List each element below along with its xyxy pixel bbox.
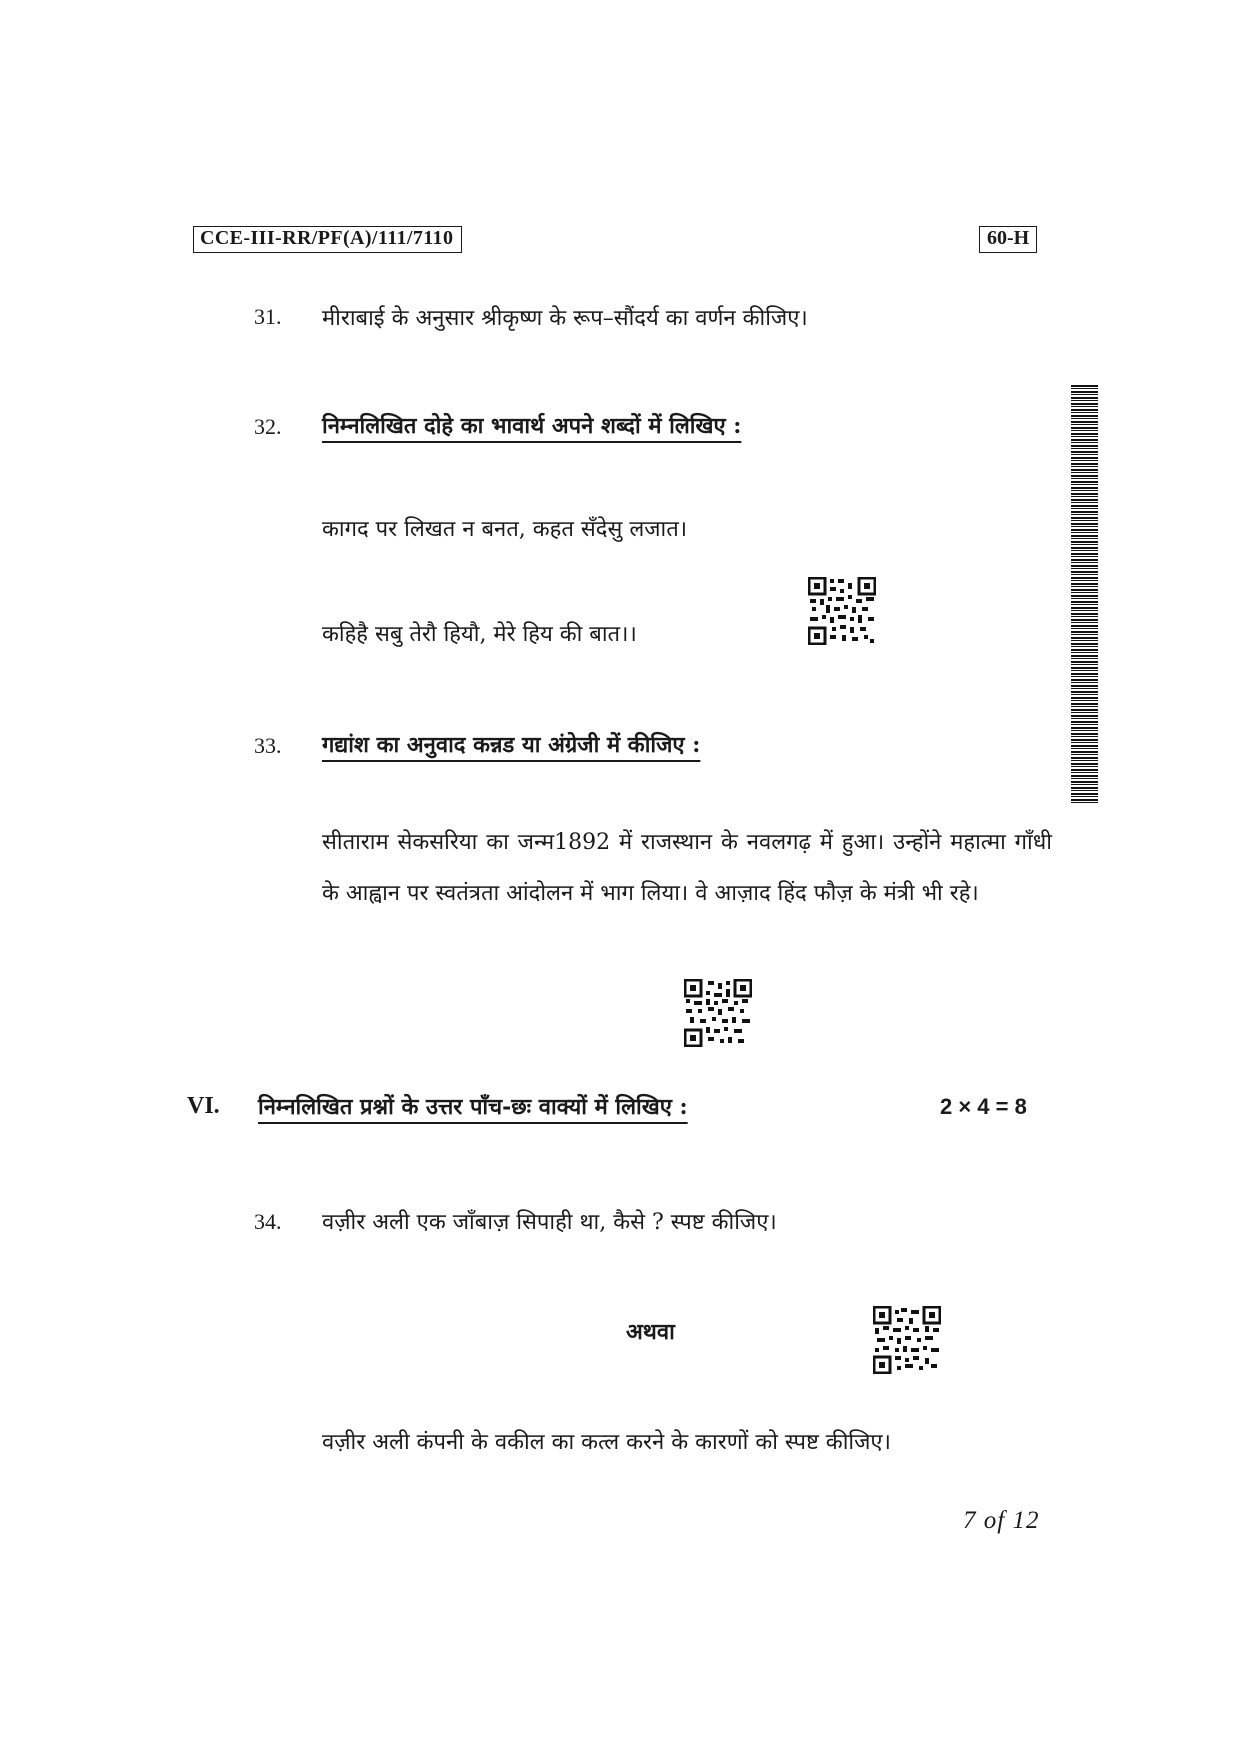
qr-code-icon bbox=[808, 577, 876, 645]
question-34-number: 34. bbox=[254, 1209, 282, 1234]
doha-line-1: कागद पर लिखत न बनत, कहत सँदेसु लजात। bbox=[322, 517, 688, 542]
translation-passage: सीताराम सेकसरिया का जन्म1892 में राजस्थान के नवलगढ़ में हुआ। उन्होंने महात्मा गाँधी के आह्वान पर स्वतंत्रता आंदोलन में भाग लिया। वे आज़ाद हिंद फौज़ के मंत्री भी रहे। bbox=[322, 830, 1052, 906]
question-31-text: मीराबाई के अनुसार श्रीकृष्ण के रूप–सौंदर्य का वर्णन कीजिए। bbox=[322, 306, 808, 331]
section-vi-instruction: निम्नलिखित प्रश्नों के उत्तर पाँच-छः वाक्यों में लिखिए : bbox=[258, 1094, 688, 1120]
section-vi-marks: 2 × 4 = 8 bbox=[940, 1094, 1027, 1119]
paper-code: CCE-III-RR/PF(A)/111/7110 bbox=[193, 226, 462, 253]
or-label: अथवा bbox=[626, 1319, 675, 1345]
doha-line-2: कहिहै सबु तेरौ हियौ, मेरे हिय की बात।। bbox=[322, 622, 637, 647]
question-32-instruction: निम्नलिखित दोहे का भावार्थ अपने शब्दों में लिखिए : bbox=[322, 413, 742, 439]
question-31-number: 31. bbox=[254, 304, 282, 329]
page-number: 7 of 12 bbox=[963, 1507, 1040, 1534]
qr-code-icon bbox=[873, 1306, 941, 1374]
question-34-text: वज़ीर अली एक जाँबाज़ सिपाही था, कैसे ? स्पष्ट कीजिए। bbox=[322, 1210, 777, 1235]
qr-code-icon bbox=[684, 979, 752, 1047]
question-33-instruction: गद्यांश का अनुवाद कन्नड या अंग्रेजी में कीजिए : bbox=[322, 732, 701, 758]
set-code: 60-H bbox=[979, 226, 1037, 253]
question-32-number: 32. bbox=[254, 414, 282, 439]
section-vi-number: VI. bbox=[187, 1093, 220, 1119]
question-33-number: 33. bbox=[254, 733, 282, 758]
question-34-alternative: वज़ीर अली कंपनी के वकील का कत्ल करने के कारणों को स्पष्ट कीजिए। bbox=[322, 1430, 891, 1455]
barcode-icon bbox=[1071, 385, 1098, 803]
